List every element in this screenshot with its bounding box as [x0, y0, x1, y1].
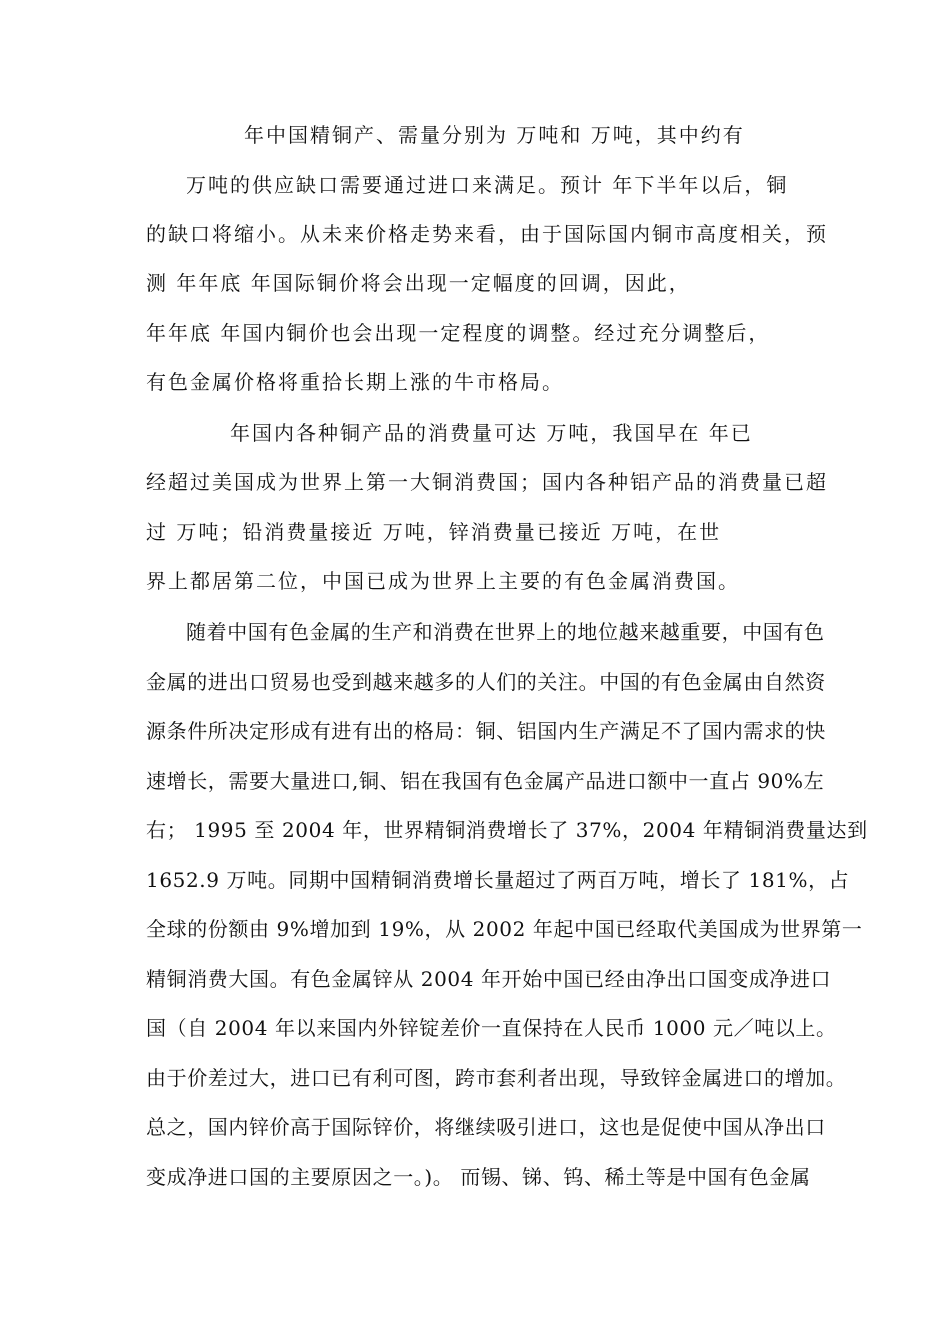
- text-line: 变成净进口国的主要原因之一。)。 而锡、锑、钨、稀土等是中国有色金属: [146, 1165, 811, 1189]
- text-line: 由于价差过大，进口已有利可图，跨市套利者出现，导致锌金属进口的增加。: [146, 1066, 847, 1090]
- text-line: 随着中国有色金属的生产和消费在世界上的地位越来越重要，中国有色: [186, 620, 825, 644]
- text-line: 右； 1995 至 2004 年，世界精铜消费增长了 37%，2004 年精铜消费量达到: [146, 818, 868, 842]
- text-line: 源条件所决定形成有进有出的格局：铜、铝国内生产满足不了国内需求的快: [146, 719, 826, 743]
- text-line: 万吨的供应缺口需要通过进口来满足。预计 年下半年以后，铜: [186, 173, 789, 197]
- text-line: 金属的进出口贸易也受到越来越多的人们的关注。中国的有色金属由自然资: [146, 670, 826, 694]
- text-line: 总之，国内锌价高于国际锌价，将继续吸引进口，这也是促使中国从净出口: [146, 1115, 826, 1139]
- text-line: 年国内各种铜产品的消费量可达 万吨，我国早在 年已: [230, 421, 753, 445]
- text-line: 1652.9 万吨。同期中国精铜消费增长量超过了两百万吨，增长了 181%，占: [146, 868, 850, 892]
- text-line: 年年底 年国内铜价也会出现一定程度的调整。经过充分调整后，: [146, 321, 771, 345]
- text-line: 全球的份额由 9%增加到 19%，从 2002 年起中国已经取代美国成为世界第一: [146, 917, 863, 941]
- text-line: 速增长，需要大量进口,铜、铝在我国有色金属产品进口额中一直占 90%左: [146, 769, 825, 793]
- text-line: 精铜消费大国。有色金属锌从 2004 年开始中国已经由净出口国变成净进口: [146, 967, 832, 991]
- text-line: 的缺口将缩小。从未来价格走势来看，由于国际国内铜市高度相关，预: [146, 222, 828, 246]
- text-line: 界上都居第二位，中国已成为世界上主要的有色金属消费国。: [146, 569, 740, 593]
- text-line: 年中国精铜产、需量分别为 万吨和 万吨，其中约有: [244, 123, 745, 147]
- text-line: 测 年年底 年国际铜价将会出现一定幅度的回调，因此，: [146, 271, 691, 295]
- text-line: 有色金属价格将重拾长期上涨的牛市格局。: [146, 370, 564, 394]
- text-line: 国（自 2004 年以来国内外锌锭差价一直保持在人民币 1000 元／吨以上。: [146, 1016, 837, 1040]
- text-line: 过 万吨；铅消费量接近 万吨，锌消费量已接近 万吨，在世: [146, 520, 722, 544]
- text-line: 经超过美国成为世界上第一大铜消费国；国内各种铝产品的消费量已超: [146, 470, 828, 494]
